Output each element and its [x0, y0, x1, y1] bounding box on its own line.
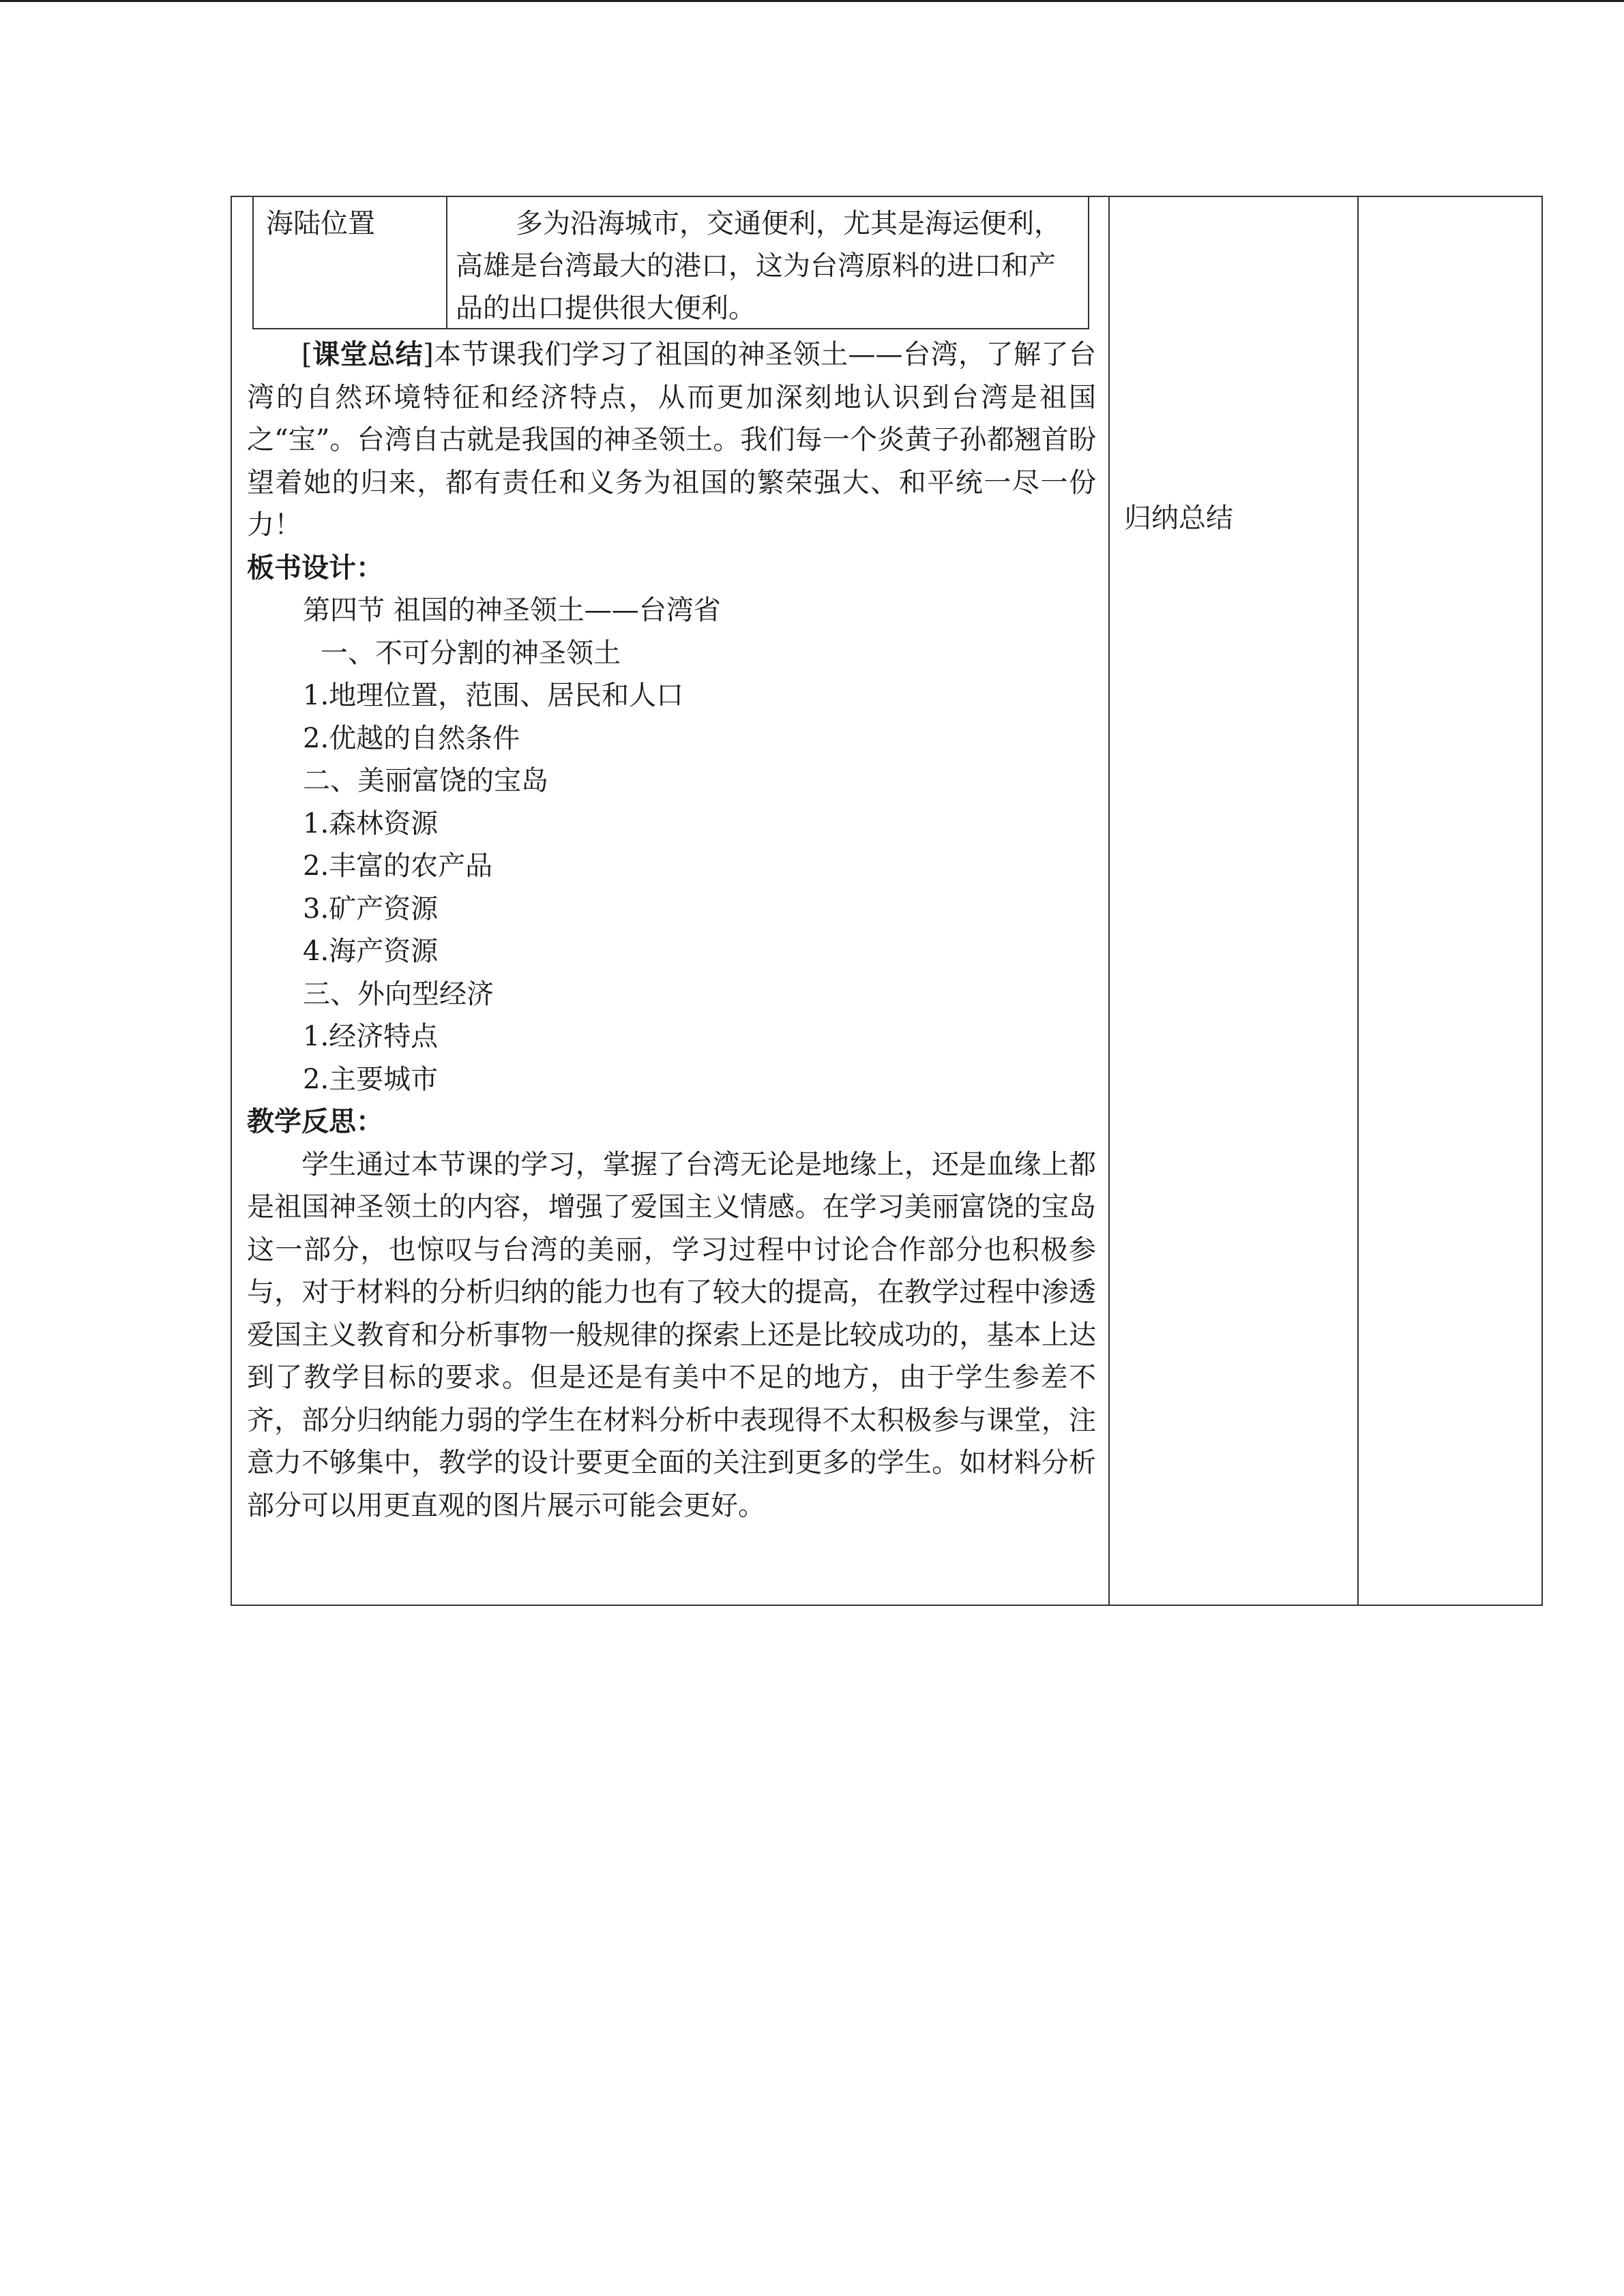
lesson-plan-table — [231, 196, 1543, 1606]
board-design-line: 1.森林资源 — [303, 807, 439, 839]
board-design-line: 二、美丽富饶的宝岛 — [303, 765, 548, 796]
column-divider-1 — [1108, 197, 1110, 1605]
reflection-text: 学生通过本节课的学习，掌握了台湾无论是地缘上，还是血缘上都是祖国神圣领土的内容，增强了爱国主义情感。在学习美丽富饶的宝岛这一部分，也惊叹与台湾的美丽，学习过程中讨论合作部分也积极参与，对于材料的分析归纳的能力也有了较大的提高，在教学过程中渗透爱国主义教育和分析事物一般规律的探索上还是比较成功的，基本上达到了教学目标的要求。但是还是有美中不足的地方，由于学生参差不齐，部分归纳能力弱的学生在材料分析中表现得不太积极参与课堂，注意力不够集中，教学的设计要更全面的关注到更多的学生。如材料分析部分可以用更直观的图片展示可能会更好。 — [247, 1148, 1096, 1521]
column-divider-2 — [1357, 197, 1359, 1605]
inner-table-divider — [446, 197, 447, 328]
board-design-line: 3.矿产资源 — [303, 893, 439, 925]
teaching-content-column — [247, 333, 1096, 1527]
board-design-line: 一、不可分割的神圣领土 — [321, 637, 621, 669]
class-summary-open-bracket: [ — [301, 339, 312, 370]
reflection-heading: 教学反思： — [247, 1105, 383, 1137]
board-design-line: 2.丰富的农产品 — [303, 850, 493, 882]
class-summary-label: 课堂总结 — [312, 338, 424, 370]
board-design-line: 2.主要城市 — [303, 1063, 439, 1095]
class-summary-text: ]本节课我们学习了祖国的神圣领土——台湾，了解了台湾的自然环境特征和经济特点，从而更加深刻地认识到台湾是祖国之“宝”。台湾自古就是我国的神圣领土。我们每一个炎黄子孙都翘首盼望着她的归来，都有责任和义务为祖国的繁荣强大、和平统一尽一份力！ — [247, 339, 1097, 541]
sea-land-position-table — [252, 197, 1089, 329]
sea-land-position-text: 多为沿海城市，交通便利，尤其是海运便利，高雄是台湾最大的港口，这为台湾原料的进口和产品的出口提供很大便利。 — [456, 208, 1061, 324]
board-design-line: 1.经济特点 — [303, 1021, 439, 1052]
board-design-line: 三、外向型经济 — [303, 978, 494, 1010]
page-top-border — [0, 0, 1624, 2]
class-summary — [247, 333, 1096, 547]
board-design-line: 1.地理位置，范围、居民和人口 — [303, 680, 684, 711]
board-design-line: 2.优越的自然条件 — [303, 722, 520, 754]
board-design-line: 4.海产资源 — [303, 936, 439, 967]
sea-land-position-label: 海陆位置 — [266, 208, 375, 239]
board-design-heading: 板书设计： — [247, 551, 383, 584]
teaching-method-text: 归纳总结 — [1124, 503, 1233, 534]
board-design-line: 第四节 祖国的神圣领土——台湾省 — [303, 595, 721, 626]
